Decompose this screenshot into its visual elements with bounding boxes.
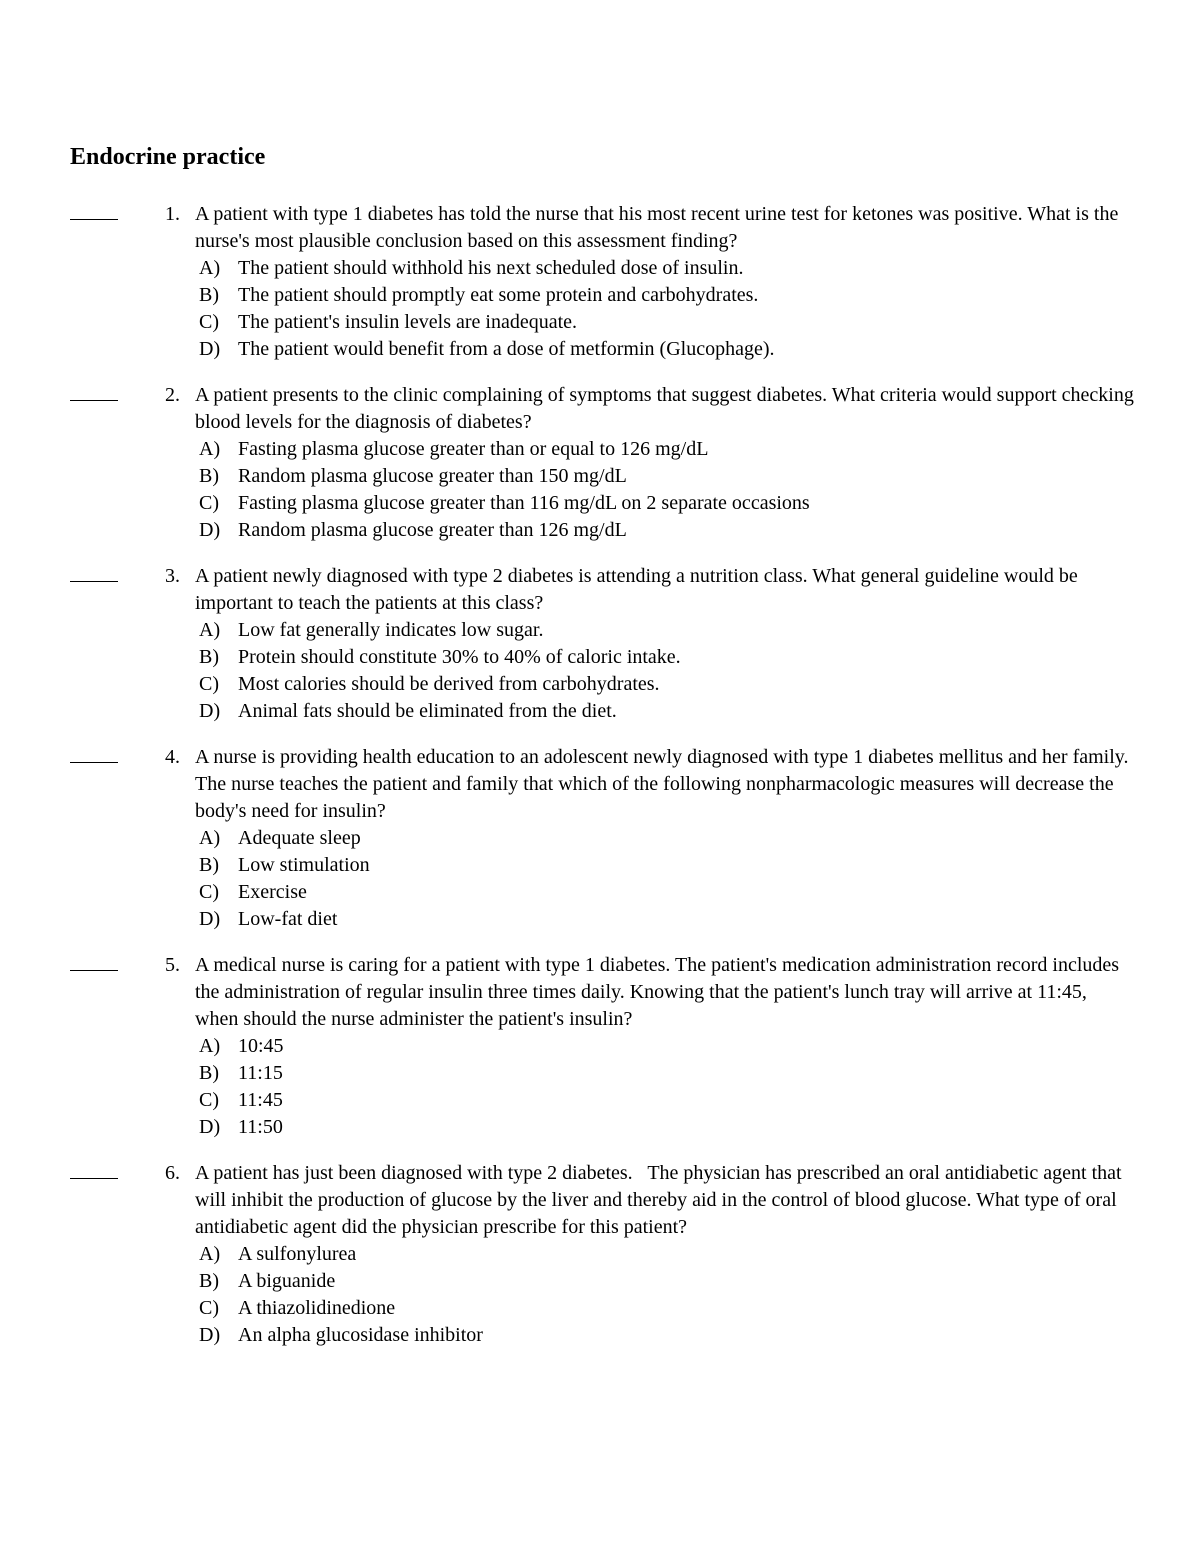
option-letter: D) <box>199 1116 221 1138</box>
option-text: Random plasma glucose greater than 126 mg/dL <box>238 519 627 541</box>
option-text: Fasting plasma glucose greater than or equal to 126 mg/dL <box>238 438 709 460</box>
option-text: Most calories should be derived from carbohydrates. <box>238 673 660 695</box>
option-text: The patient would benefit from a dose of metformin (Glucophage). <box>238 338 775 360</box>
option-c <box>195 309 1200 336</box>
option-text: Adequate sleep <box>238 827 361 849</box>
question-6 <box>0 1160 1200 1349</box>
option-c <box>195 1087 1200 1114</box>
option-c <box>195 879 1200 906</box>
option-a <box>195 617 1200 644</box>
option-text: A sulfonylurea <box>238 1243 357 1265</box>
option-d <box>195 698 1200 725</box>
answer-blank <box>70 1160 118 1179</box>
question-2 <box>0 382 1200 544</box>
option-letter: D) <box>199 1324 221 1346</box>
option-list <box>0 1033 1200 1141</box>
option-letter: D) <box>199 519 221 541</box>
option-letter: C) <box>199 881 219 903</box>
question-list <box>0 201 1200 1368</box>
question-number: 6. <box>165 1162 180 1184</box>
option-b <box>195 1060 1200 1087</box>
option-a <box>195 825 1200 852</box>
option-letter: C) <box>199 1297 219 1319</box>
option-list <box>0 617 1200 725</box>
option-a <box>195 255 1200 282</box>
page-title: Endocrine practice <box>70 144 266 170</box>
option-d <box>195 1114 1200 1141</box>
answer-blank <box>70 952 118 971</box>
answer-blank <box>70 201 118 220</box>
question-number: 1. <box>165 203 180 225</box>
answer-blank <box>70 744 118 763</box>
option-letter: C) <box>199 492 219 514</box>
option-text: Random plasma glucose greater than 150 mg/dL <box>238 465 627 487</box>
question-number: 3. <box>165 565 180 587</box>
option-text: The patient should promptly eat some protein and carbohydrates. <box>238 284 759 306</box>
option-a <box>195 436 1200 463</box>
option-d <box>195 517 1200 544</box>
option-letter: A) <box>199 1243 221 1265</box>
option-text: Protein should constitute 30% to 40% of caloric intake. <box>238 646 681 668</box>
question-5 <box>0 952 1200 1141</box>
answer-blank <box>70 382 118 401</box>
option-letter: A) <box>199 257 221 279</box>
question-text: A patient presents to the clinic complaining of symptoms that suggest diabetes. What criteria would support checking blood levels for the diagnosis of diabetes? <box>195 384 1134 433</box>
option-text: The patient should withhold his next scheduled dose of insulin. <box>238 257 744 279</box>
option-text: 11:50 <box>238 1116 283 1138</box>
question-number: 5. <box>165 954 180 976</box>
question-3 <box>0 563 1200 725</box>
question-number: 4. <box>165 746 180 768</box>
option-c <box>195 1295 1200 1322</box>
option-text: An alpha glucosidase inhibitor <box>238 1324 483 1346</box>
option-letter: D) <box>199 338 221 360</box>
option-text: The patient's insulin levels are inadequate. <box>238 311 578 333</box>
option-a <box>195 1033 1200 1060</box>
option-list <box>0 255 1200 363</box>
option-b <box>195 852 1200 879</box>
option-text: Low stimulation <box>238 854 370 876</box>
question-text: A patient with type 1 diabetes has told the nurse that his most recent urine test for ketones was positive. What is the nurse's most plausible conclusion based on this assessment finding? <box>195 203 1119 252</box>
option-c <box>195 490 1200 517</box>
option-b <box>195 463 1200 490</box>
option-letter: D) <box>199 700 221 722</box>
question-number: 2. <box>165 384 180 406</box>
option-list <box>0 825 1200 933</box>
option-letter: B) <box>199 1062 219 1084</box>
option-text: A thiazolidinedione <box>238 1297 396 1319</box>
option-d <box>195 906 1200 933</box>
option-text: Animal fats should be eliminated from the diet. <box>238 700 617 722</box>
option-d <box>195 336 1200 363</box>
option-text: Low fat generally indicates low sugar. <box>238 619 544 641</box>
question-text: A patient has just been diagnosed with type 2 diabetes. The physician has prescribed an oral antidiabetic agent that will inhibit the production of glucose by the liver and thereby aid in the control of blood glucose. What type of oral antidiabetic agent did the physician prescribe for this patient? <box>195 1162 1127 1238</box>
option-text: Exercise <box>238 881 307 903</box>
option-letter: C) <box>199 673 219 695</box>
option-a <box>195 1241 1200 1268</box>
answer-blank <box>70 563 118 582</box>
option-letter: D) <box>199 908 221 930</box>
option-letter: A) <box>199 1035 221 1057</box>
option-letter: A) <box>199 438 221 460</box>
option-letter: B) <box>199 284 219 306</box>
option-letter: A) <box>199 827 221 849</box>
question-1 <box>0 201 1200 363</box>
question-text: A nurse is providing health education to an adolescent newly diagnosed with type 1 diabetes mellitus and her family. The nurse teaches the patient and family that which of the following nonpharmacologic measures will decrease the body's need for insulin? <box>195 746 1129 822</box>
option-letter: A) <box>199 619 221 641</box>
option-letter: C) <box>199 311 219 333</box>
option-letter: B) <box>199 646 219 668</box>
option-letter: B) <box>199 854 219 876</box>
question-4 <box>0 744 1200 933</box>
option-text: A biguanide <box>238 1270 336 1292</box>
question-text: A medical nurse is caring for a patient with type 1 diabetes. The patient's medication administration record includes the administration of regular insulin three times daily. Knowing that the patient's lunch tray will arrive at 11:45, when should the nurse administer the patient's insulin? <box>195 954 1120 1030</box>
option-b <box>195 644 1200 671</box>
option-letter: B) <box>199 465 219 487</box>
option-text: 11:15 <box>238 1062 283 1084</box>
option-text: Low-fat diet <box>238 908 338 930</box>
option-text: Fasting plasma glucose greater than 116 mg/dL on 2 separate occasions <box>238 492 810 514</box>
question-text: A patient newly diagnosed with type 2 diabetes is attending a nutrition class. What general guideline would be important to teach the patients at this class? <box>195 565 1078 614</box>
option-b <box>195 282 1200 309</box>
option-text: 11:45 <box>238 1089 283 1111</box>
option-c <box>195 671 1200 698</box>
option-b <box>195 1268 1200 1295</box>
option-d <box>195 1322 1200 1349</box>
option-list <box>0 1241 1200 1349</box>
option-letter: C) <box>199 1089 219 1111</box>
option-letter: B) <box>199 1270 219 1292</box>
option-list <box>0 436 1200 544</box>
option-text: 10:45 <box>238 1035 284 1057</box>
